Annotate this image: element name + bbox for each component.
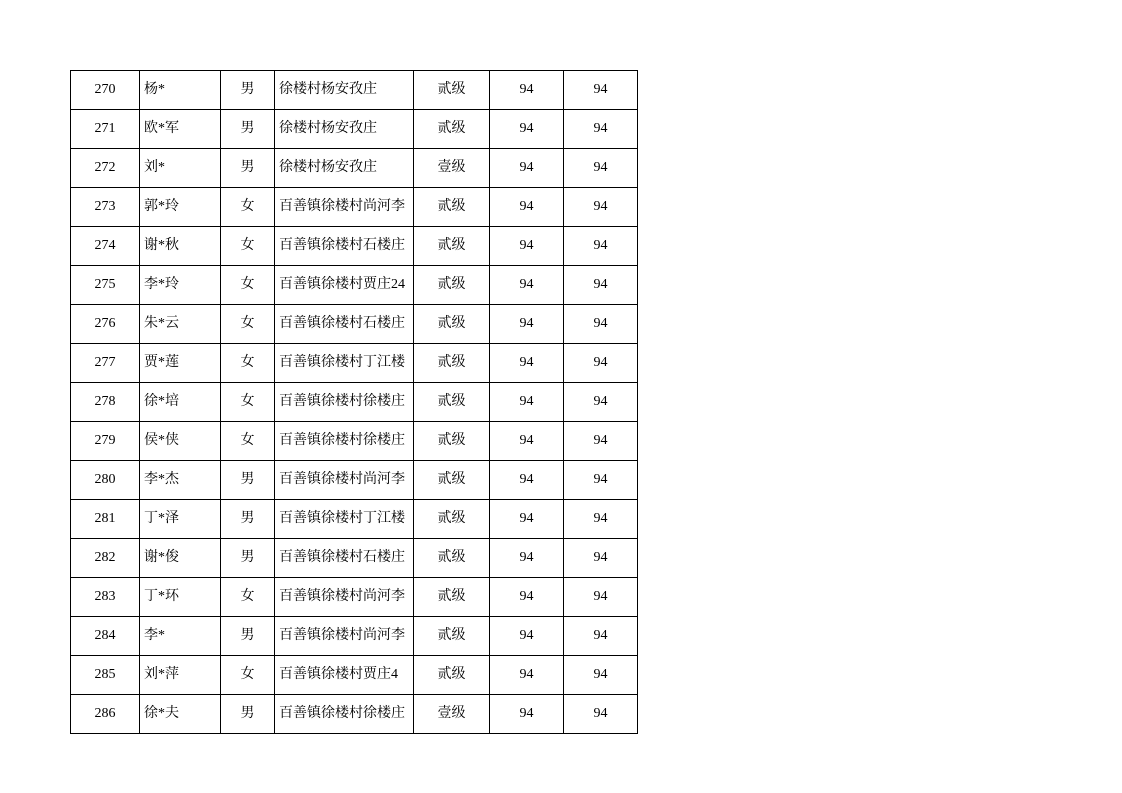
cell-level: 贰级 [414,305,490,344]
cell-address: 百善镇徐楼村尚河李 [275,188,414,227]
cell-score-2: 94 [564,578,638,617]
cell-score-2: 94 [564,266,638,305]
cell-gender: 男 [221,149,275,188]
cell-gender: 男 [221,500,275,539]
cell-score-2: 94 [564,344,638,383]
cell-level: 贰级 [414,617,490,656]
cell-name: 朱*云 [140,305,221,344]
cell-score-1: 94 [490,539,564,578]
cell-score-1: 94 [490,344,564,383]
cell-sequence: 270 [71,71,140,110]
cell-address: 百善镇徐楼村石楼庄 [275,539,414,578]
cell-address: 百善镇徐楼村贾庄24 [275,266,414,305]
cell-score-1: 94 [490,383,564,422]
cell-sequence: 277 [71,344,140,383]
cell-name: 侯*侠 [140,422,221,461]
cell-sequence: 275 [71,266,140,305]
cell-name: 徐*培 [140,383,221,422]
table-row [71,656,638,695]
cell-address: 徐楼村杨安孜庄 [275,110,414,149]
table-row [71,227,638,266]
cell-score-1: 94 [490,110,564,149]
cell-score-2: 94 [564,188,638,227]
cell-name: 刘* [140,149,221,188]
cell-score-2: 94 [564,149,638,188]
cell-name: 谢*俊 [140,539,221,578]
cell-gender: 男 [221,71,275,110]
cell-level: 贰级 [414,383,490,422]
cell-sequence: 280 [71,461,140,500]
cell-gender: 男 [221,539,275,578]
cell-level: 壹级 [414,149,490,188]
table-row [71,110,638,149]
table-row [71,539,638,578]
table-row [71,305,638,344]
cell-gender: 女 [221,227,275,266]
cell-name: 谢*秋 [140,227,221,266]
cell-score-2: 94 [564,461,638,500]
cell-sequence: 284 [71,617,140,656]
cell-name: 欧*军 [140,110,221,149]
table-container [70,70,638,734]
cell-address: 百善镇徐楼村徐楼庄 [275,695,414,734]
cell-sequence: 279 [71,422,140,461]
cell-name: 刘*萍 [140,656,221,695]
cell-sequence: 274 [71,227,140,266]
cell-name: 丁*泽 [140,500,221,539]
cell-sequence: 276 [71,305,140,344]
cell-name: 李*玲 [140,266,221,305]
cell-score-1: 94 [490,695,564,734]
cell-name: 丁*环 [140,578,221,617]
cell-address: 百善镇徐楼村徐楼庄 [275,383,414,422]
cell-level: 贰级 [414,227,490,266]
cell-score-1: 94 [490,305,564,344]
cell-score-1: 94 [490,461,564,500]
cell-address: 徐楼村杨安孜庄 [275,71,414,110]
cell-sequence: 281 [71,500,140,539]
cell-address: 百善镇徐楼村尚河李 [275,617,414,656]
cell-sequence: 282 [71,539,140,578]
cell-address: 百善镇徐楼村石楼庄 [275,227,414,266]
cell-sequence: 272 [71,149,140,188]
cell-gender: 女 [221,578,275,617]
cell-level: 贰级 [414,71,490,110]
cell-gender: 男 [221,110,275,149]
table-row [71,149,638,188]
cell-level: 贰级 [414,344,490,383]
cell-name: 贾*莲 [140,344,221,383]
cell-level: 贰级 [414,461,490,500]
cell-name: 郭*玲 [140,188,221,227]
cell-score-1: 94 [490,578,564,617]
cell-score-2: 94 [564,305,638,344]
cell-score-2: 94 [564,383,638,422]
table-row [71,422,638,461]
cell-gender: 男 [221,617,275,656]
cell-name: 李* [140,617,221,656]
cell-address: 徐楼村杨安孜庄 [275,149,414,188]
cell-sequence: 286 [71,695,140,734]
cell-name: 杨* [140,71,221,110]
cell-gender: 女 [221,422,275,461]
table-row [71,695,638,734]
cell-score-1: 94 [490,149,564,188]
cell-sequence: 283 [71,578,140,617]
cell-score-1: 94 [490,422,564,461]
cell-level: 贰级 [414,500,490,539]
cell-score-2: 94 [564,617,638,656]
table-body [71,71,638,734]
cell-score-2: 94 [564,656,638,695]
cell-level: 贰级 [414,188,490,227]
cell-score-2: 94 [564,71,638,110]
cell-gender: 女 [221,656,275,695]
cell-gender: 男 [221,695,275,734]
cell-address: 百善镇徐楼村尚河李 [275,578,414,617]
cell-score-1: 94 [490,71,564,110]
table-row [71,578,638,617]
table-row [71,461,638,500]
cell-gender: 男 [221,461,275,500]
cell-address: 百善镇徐楼村徐楼庄 [275,422,414,461]
cell-level: 贰级 [414,266,490,305]
cell-level: 贰级 [414,110,490,149]
cell-name: 李*杰 [140,461,221,500]
cell-gender: 女 [221,266,275,305]
cell-level: 壹级 [414,695,490,734]
cell-level: 贰级 [414,656,490,695]
cell-score-1: 94 [490,656,564,695]
cell-gender: 女 [221,305,275,344]
cell-score-1: 94 [490,266,564,305]
table-row [71,617,638,656]
cell-address: 百善镇徐楼村贾庄4 [275,656,414,695]
cell-score-1: 94 [490,500,564,539]
cell-address: 百善镇徐楼村丁江楼 [275,344,414,383]
cell-address: 百善镇徐楼村石楼庄 [275,305,414,344]
cell-score-2: 94 [564,500,638,539]
table-row [71,500,638,539]
table-row [71,344,638,383]
cell-name: 徐*夫 [140,695,221,734]
cell-score-1: 94 [490,227,564,266]
cell-score-2: 94 [564,422,638,461]
cell-level: 贰级 [414,422,490,461]
table-row [71,266,638,305]
cell-score-2: 94 [564,695,638,734]
cell-sequence: 278 [71,383,140,422]
cell-address: 百善镇徐楼村尚河李 [275,461,414,500]
cell-sequence: 271 [71,110,140,149]
cell-address: 百善镇徐楼村丁江楼 [275,500,414,539]
cell-score-2: 94 [564,227,638,266]
cell-level: 贰级 [414,578,490,617]
cell-sequence: 285 [71,656,140,695]
cell-score-2: 94 [564,110,638,149]
cell-level: 贰级 [414,539,490,578]
cell-score-1: 94 [490,617,564,656]
table-row [71,188,638,227]
cell-score-1: 94 [490,188,564,227]
table-row [71,71,638,110]
roster-table [70,70,638,734]
cell-gender: 女 [221,344,275,383]
table-row [71,383,638,422]
cell-gender: 女 [221,188,275,227]
cell-sequence: 273 [71,188,140,227]
cell-score-2: 94 [564,539,638,578]
cell-gender: 女 [221,383,275,422]
